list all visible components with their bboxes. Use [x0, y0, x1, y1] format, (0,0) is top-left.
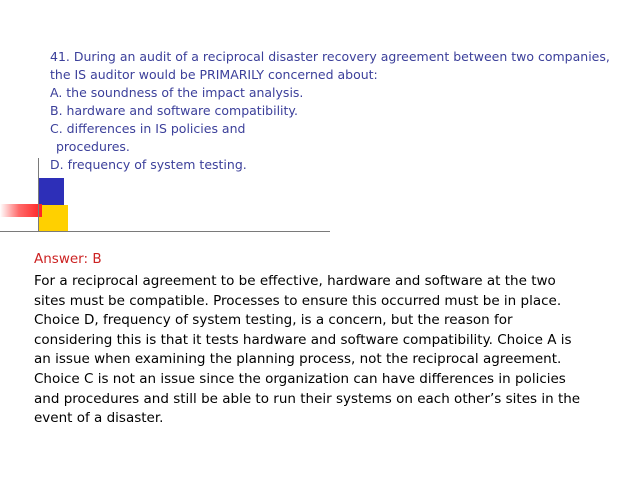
- explanation-line-3: Choice D, frequency of system testing, is a concern, but the reason for: [34, 312, 513, 329]
- decorative-yellow-square: [38, 205, 68, 231]
- decorative-horizontal-rule: [0, 231, 330, 232]
- explanation-line-4: considering this is that it tests hardware and software compatibility. Choice A is: [34, 331, 572, 348]
- explanation-line-5: an issue when examining the planning process, not the reciprocal agreement.: [34, 351, 562, 368]
- decorative-red-bar: [0, 204, 42, 217]
- option-a: A. the soundness of the impact analysis.: [50, 85, 304, 100]
- question-stem-line-1: 41. During an audit of a reciprocal disaster recovery agreement between two companies,: [50, 49, 610, 64]
- option-d: D. frequency of system testing.: [50, 157, 247, 172]
- question-block: [50, 48, 625, 174]
- option-c: C. differences in IS policies and: [50, 121, 246, 136]
- explanation-line-7: and procedures and still be able to run their systems on each other’s sites in the: [34, 390, 581, 407]
- option-b: B. hardware and software compatibility.: [50, 103, 299, 118]
- explanation-line-2: sites must be compatible. Processes to ensure this occurred must be in place.: [34, 292, 562, 309]
- explanation-line-1: For a reciprocal agreement to be effective, hardware and software at the two: [34, 273, 556, 289]
- answer-explanation: [34, 272, 619, 429]
- option-c-continued: procedures.: [56, 139, 130, 154]
- answer-title: Answer: B: [34, 251, 102, 267]
- explanation-line-6: Choice C is not an issue since the organization can have differences in policies: [34, 370, 566, 387]
- decorative-vertical-rule: [38, 158, 39, 231]
- explanation-line-8: event of a disaster.: [34, 410, 164, 427]
- question-stem-line-2: the IS auditor would be PRIMARILY concerned about:: [50, 67, 378, 82]
